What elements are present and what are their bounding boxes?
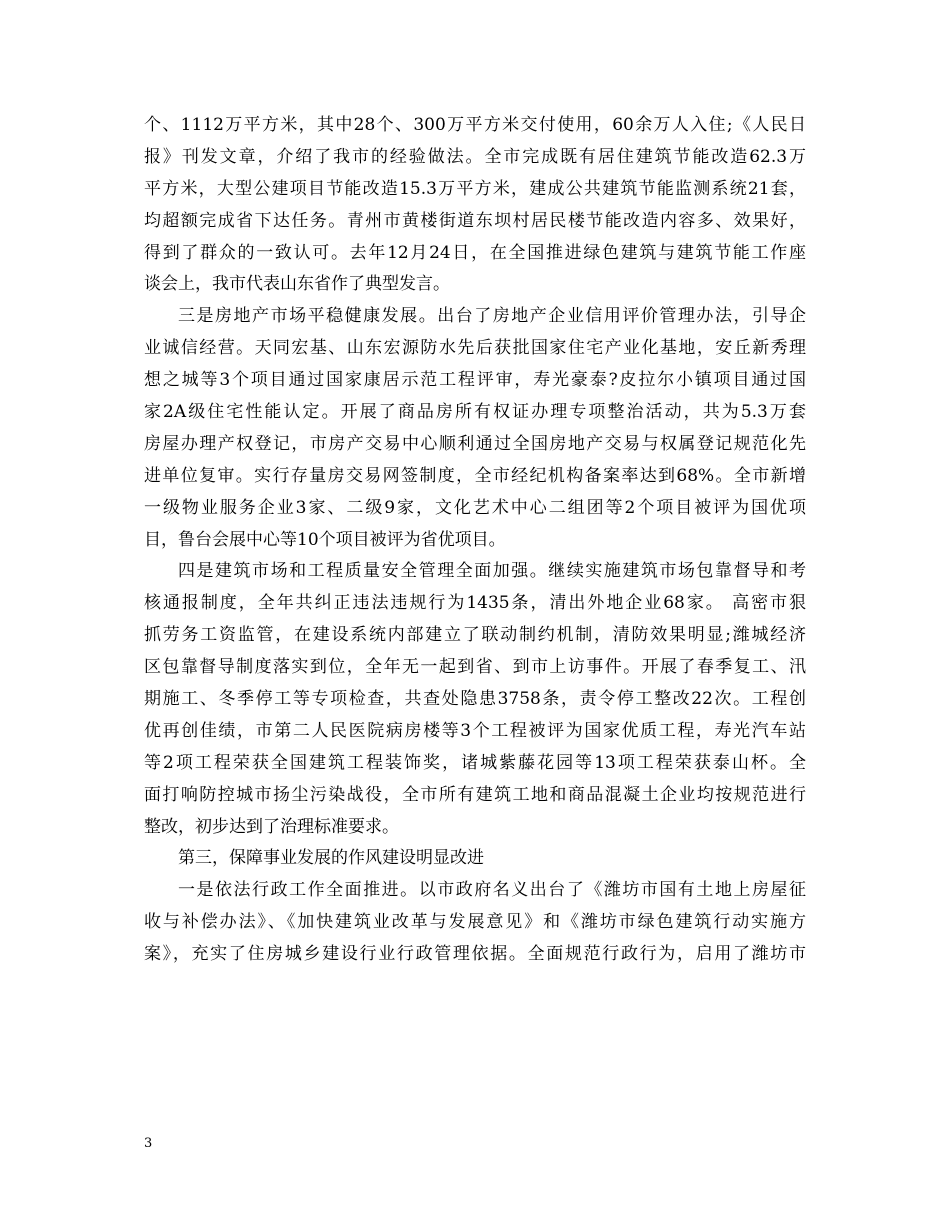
- text-line: 核通报制度，全年共纠正违法违规行为1435条，清出外地企业68家。 高密市狠: [144, 593, 806, 614]
- section-heading: 第三，保障事业发展的作风建设明显改进: [178, 848, 484, 869]
- text-line: 目，鲁台会展中心等10个项目被评为省优项目。: [144, 529, 506, 550]
- text-line: 收与补偿办法》、《加快建筑业改革与发展意见》和《潍坊市绿色建筑行动实施方: [144, 912, 806, 933]
- paragraph-first-line: 一是依法行政工作全面推进。以市政府名义出台了《潍坊市国有土地上房屋征: [178, 880, 806, 901]
- text-line: 家2A级住宅性能认定。开展了商品房所有权证办理专项整治活动，共为5.3万套: [144, 402, 806, 423]
- text-line: 优再创佳绩，市第二人民医院病房楼等3个工程被评为国家优质工程，寿光汽车站: [144, 720, 806, 741]
- text-line: 个、1112万平方米，其中28个、300万平方米交付使用，60余万人入住;《人民日: [144, 115, 806, 135]
- text-line: 谈会上，我市代表山东省作了典型发言。: [144, 274, 450, 295]
- page-number: 3: [144, 1136, 153, 1151]
- text-line: 抓劳务工资监管，在建设系统内部建立了联动制约机制，清防效果明显;潍城经济: [144, 625, 806, 646]
- text-line: 业诚信经营。天同宏基、山东宏源防水先后获批国家住宅产业化基地，安丘新秀理: [144, 338, 806, 359]
- paragraph-first-line: 四是建筑市场和工程质量安全管理全面加强。继续实施建筑市场包靠督导和考: [178, 561, 806, 582]
- text-line: 均超额完成省下达任务。青州市黄楼街道东坝村居民楼节能改造内容多、效果好，: [144, 210, 806, 231]
- text-line: 报》刊发文章，介绍了我市的经验做法。全市完成既有居住建筑节能改造62.3万: [144, 146, 806, 167]
- text-line: 平方米，大型公建项目节能改造15.3万平方米，建成公共建筑节能监测系统21套，: [144, 178, 806, 199]
- text-line: 想之城等3个项目通过国家康居示范工程评审，寿光豪泰?皮拉尔小镇项目通过国: [144, 370, 806, 391]
- text-line: 期施工、冬季停工等专项检查，共查处隐患3758条，责令停工整改22次。工程创: [144, 689, 806, 710]
- text-line: 进单位复审。实行存量房交易网签制度，全市经纪机构备案率达到68%。全市新增: [144, 465, 806, 486]
- text-line: 等2项工程荣获全国建筑工程装饰奖，诸城紫藤花园等13项工程荣获泰山杯。全: [144, 752, 806, 773]
- text-line: 区包靠督导制度落实到位，全年无一起到省、到市上访事件。开展了春季复工、汛: [144, 657, 806, 678]
- text-line: 房屋办理产权登记，市房产交易中心顺利通过全国房地产交易与权属登记规范化先: [144, 433, 806, 454]
- text-line: 面打响防控城市扬尘污染战役，全市所有建筑工地和商品混凝土企业均按规范进行: [144, 784, 806, 805]
- document-body: [144, 110, 806, 971]
- paragraph-first-line: 三是房地产市场平稳健康发展。出台了房地产企业信用评价管理办法，引导企: [178, 306, 806, 327]
- text-line: 得到了群众的一致认可。去年12月24日，在全国推进绿色建筑与建筑节能工作座: [144, 242, 806, 263]
- text-line: 整改，初步达到了治理标准要求。: [144, 816, 399, 837]
- text-line: 案》，充实了住房城乡建设行业行政管理依据。全面规范行政行为，启用了潍坊市: [144, 944, 806, 965]
- text-line: 一级物业服务企业3家、二级9家，文化艺术中心二组团等2个项目被评为国优项: [144, 497, 806, 518]
